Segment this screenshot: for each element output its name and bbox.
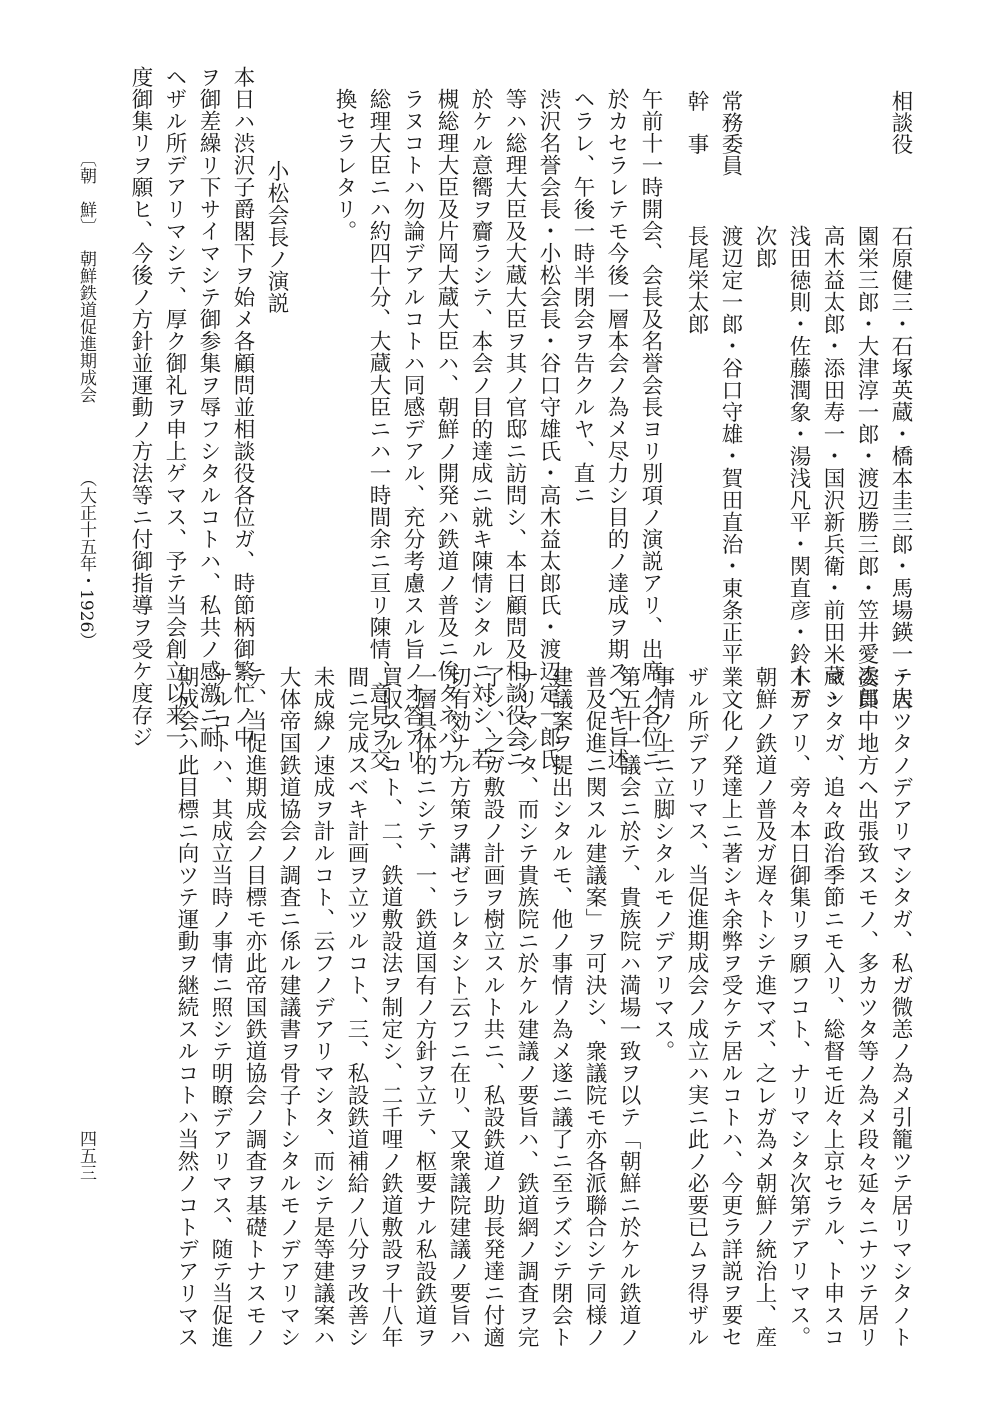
text-line: 換セラレタリ。	[332, 88, 357, 242]
text-line: 事情ノ上ニ立脚シタルモノデアリマス。	[650, 666, 675, 1062]
advisors-line: 高木益太郎・添田寿一・国沢新兵衛・前田米蔵・	[820, 225, 845, 709]
text-line: 建議案ヲ提出シタルモ、他ノ事情ノ為メ遂ニ議了ニ至ラズシテ閉会ト	[548, 666, 573, 1348]
text-line: ヘザル所デアリマシテ、厚ク御礼ヲ申上ゲマス、予テ当会創立以来一	[162, 66, 187, 748]
text-line: 於カセラレテモ今後一層本会ノ為メ尽力シ目的ノ達成ヲ期スヘキ旨述	[604, 88, 629, 770]
text-line: 買収スルコト、二、鉄道敷設法ヲ制定シ、二千哩ノ鉄道敷設ヲ十八年	[378, 666, 403, 1348]
text-line: テ居ツタノデアリマシタガ、私ガ微恙ノ為メ引籠ツテ居リマシタノト	[888, 666, 913, 1348]
text-line: ヘラレ、午後一時半閉会ヲ告クルヤ、直ニ	[570, 88, 595, 506]
text-line: ヲ御差繰リ下サイマシテ御参集ヲ辱フシタルコトハ、私共ノ感激ニ耐	[196, 66, 221, 748]
standing-committee-members: 渡辺定一郎・谷口守雄・賀田直治・東条正平	[718, 225, 743, 665]
text-line: 於ケル意嚮ヲ齎ラシテ、本会ノ目的達成ニ就キ陳情シタルニ対シ、若	[468, 88, 493, 770]
text-line: 度御集リヲ願ヒ、今後ノ方針並運動ノ方法等ニ付御指導ヲ受ケ度存ジ	[128, 66, 153, 748]
secretary-name: 長尾栄太郎	[684, 225, 709, 335]
text-line: 第五十一議会ニ於テ、貴族院ハ満場一致ヲ以テ「朝鮮ニ於ケル鉄道ノ	[616, 666, 641, 1348]
text-line: 朝鮮ノ鉄道ノ普及ガ遅々トシテ進マズ、之レガ為メ朝鮮ノ統治上、産	[752, 666, 777, 1348]
standing-committee-label: 常務委員	[718, 90, 743, 176]
text-line: テ、当促進期成会ノ目標モ亦此帝国鉄道協会ノ調査ヲ基礎トナスモノ	[242, 666, 267, 1348]
text-line: 槻総理大臣及片岡大蔵大臣ハ、朝鮮ノ開発ハ鉄道ノ普及ニ俟タネバナ	[434, 88, 459, 770]
text-line: トデアリ、旁々本日御集リヲ願フコト、ナリマシタ次第デアリマス。	[786, 666, 811, 1348]
text-line: 切有効ナル方策ヲ講ゼラレタシト云フニ在リ、又衆議院建議ノ要旨ハ	[446, 666, 471, 1348]
text-line: 本日ハ渋沢子爵閣下ヲ始メ各顧問並相談役各位ガ、時節柄御繁忙ノ中	[230, 66, 255, 748]
running-header-year: （大正十五年・1926）	[76, 470, 96, 650]
running-header-title: 朝鮮鉄道促進期成会	[76, 250, 96, 403]
text-line: ナリマシタ、而シテ貴族院ニ於ケル建議ノ要旨ハ、鉄道網ノ調査ヲ完	[514, 666, 539, 1348]
advisors-label: 相談役	[888, 90, 913, 155]
advisors-line: 次郎	[752, 225, 777, 269]
text-line: 普及促進ニ関スル建議案」ヲ可決シ、衆議院モ亦各派聯合シテ同様ノ	[582, 666, 607, 1348]
text-line: 未成線ノ速成ヲ計ルコト、云フノデアリマシタ、而シテ是等建議案ハ	[310, 666, 335, 1348]
text-line: 総理大臣ニハ約四十分、大蔵大臣ニハ一時間余ニ亘リ陳情、意見ヲ交	[366, 88, 391, 770]
speech-heading: 小松会長ノ演説	[264, 160, 289, 314]
text-line: 等ハ総理大臣及大蔵大臣ヲ其ノ官邸ニ訪問シ、本日顧問及相談役会ニ	[502, 88, 527, 770]
text-line: 渋沢名誉会長・小松会長・谷口守雄氏・高木益太郎氏・渡辺定一郎氏	[536, 88, 561, 770]
text-line: 午前十一時開会、会長及名誉会長ヨリ別項ノ演説アリ、出席ノ各位ニ	[638, 88, 663, 770]
secretary-label: 幹 事	[684, 90, 709, 155]
text-line: 間ニ完成スベキ計画ヲ立ツルコト、三、私設鉄道補給ノ八分ヲ改善シ	[344, 666, 369, 1348]
text-line: 一層具体的ニシテ、一、鉄道国有ノ方針ヲ立テ、枢要ナル私設鉄道ヲ	[412, 666, 437, 1348]
text-line: 大体帝国鉄道協会ノ調査ニ係ル建議書ヲ骨子トシタルモノデアリマシ	[276, 666, 301, 1348]
text-line: 了シ、之ガ敷設ノ計画ヲ樹立スルト共ニ、私設鉄道ノ助長発達ニ付適	[480, 666, 505, 1348]
page-number: 四五三	[76, 1130, 96, 1181]
text-line: 委員中地方ヘ出張致スモノ、多カツタ等ノ為メ段々延々ニナツテ居リ	[854, 666, 879, 1348]
text-line: 業文化ノ発達上ニ著シキ余弊ヲ受ケテ居ルコトハ、今更ラ詳説ヲ要セ	[718, 666, 743, 1348]
text-line: ラヌコトハ勿論デアルコトハ同感デアル、充分考慮スル旨ノオ答アリ	[400, 88, 425, 770]
text-line: 期成会ハ此目標ニ向ツテ運動ヲ継続スルコトハ当然ノコトデアリマス	[174, 666, 199, 1348]
text-line: ザル所デアリマス、当促進期成会ノ成立ハ実ニ此ノ必要已ムヲ得ザル	[684, 666, 709, 1348]
running-header-country: 〔朝 鮮〕	[76, 150, 96, 235]
advisors-line: 石原健三・石塚英蔵・橋本圭三郎・馬場鍈一・大	[888, 225, 913, 709]
advisors-line: 浅田徳則・佐藤潤象・湯浅凡平・関直彦・鈴木万	[786, 225, 811, 709]
text-line: ナルコトハ、其成立当時ノ事情ニ照シテ明瞭デアリマス、随テ当促進	[208, 666, 233, 1348]
text-line: マシタガ、追々政治季節ニモ入リ、総督モ近々上京セラル、ト申スコ	[820, 666, 845, 1348]
advisors-line: 園栄三郎・大津淳一郎・渡辺勝三郎・笠井愛次郎	[854, 225, 879, 709]
